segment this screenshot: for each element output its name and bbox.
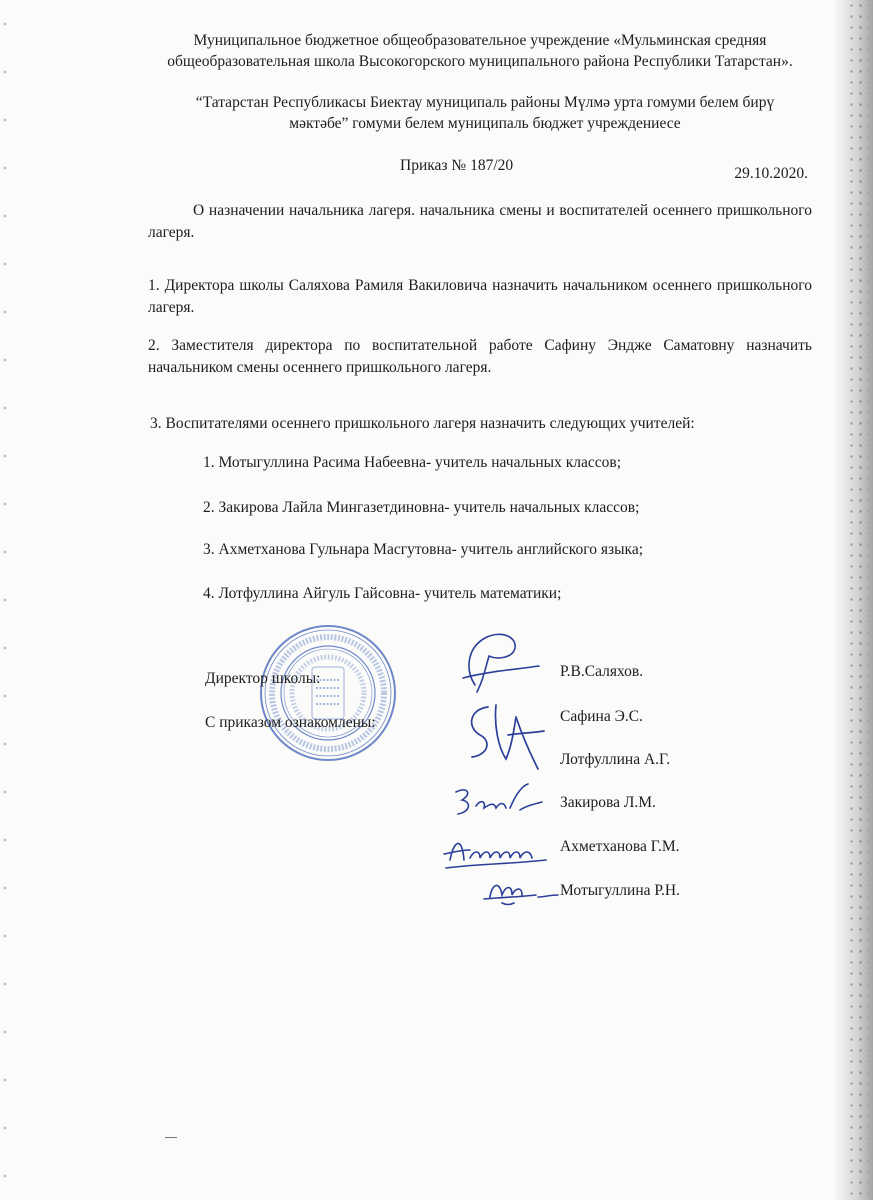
order-subject: О назначении начальника лагеря. начальника смены и воспитателей осеннего пришкольного лагеря. [148, 202, 812, 241]
teacher-list-item: 3. Ахметханова Гульнара Масгутовна- учитель английского языка; [203, 541, 644, 558]
signatory-name: Р.В.Саляхов. [560, 663, 644, 680]
teacher-list-item: 1. Мотыгуллина Расима Набеевна- учитель начальных классов; [203, 454, 622, 471]
left-edge-marks [0, 0, 10, 1200]
round-seal-icon [258, 622, 398, 764]
signatory-name: Сафина Э.С. [560, 708, 643, 725]
teacher-list-item: 4. Лотфуллина Айгуль Гайсовна- учитель математики; [203, 585, 562, 602]
signature-motygullina-icon [480, 873, 560, 913]
signatory-name: Закирова Л.М. [560, 794, 656, 811]
scan-mark [165, 1137, 177, 1138]
perforation-edge [847, 0, 869, 1200]
signature-akhmetkhanova-icon [440, 830, 550, 875]
signatory-name: Ахметханова Г.М. [560, 838, 680, 855]
order-number: Приказ № 187/20 [400, 157, 514, 174]
teacher-list-item: 2. Закирова Лайла Мингазетдиновна- учитель начальных классов; [203, 499, 640, 516]
header-tatar: “Татарстан Республикасы Биектау муниципаль районы Мүлмә урта гомуми белем бирү мәктәбе” гомуми белем муниципаль бюджет учреждениесе [195, 94, 775, 132]
order-item-3: 3. Воспитателями осеннего пришкольного лагеря назначить следующих учителей: [150, 415, 695, 432]
signatory-name: Мотыгуллина Р.Н. [560, 882, 680, 899]
header-russian: Муниципальное бюджетное общеобразовательное учреждение «Мульминская средняя общеобразовательная школа Высокогорского муниципального района Республики Татарстан». [167, 32, 793, 70]
signature-safina-icon [458, 695, 548, 775]
director-label: Директор школы: [205, 670, 321, 687]
signatory-name: Лотфуллина А.Г. [560, 751, 671, 768]
acknowledgement-label: С приказом ознакомлены: [205, 714, 376, 731]
signature-zakirova-icon [450, 780, 545, 825]
order-date: 29.10.2020. [734, 165, 808, 182]
order-item-1: 1. Директора школы Саляхова Рамиля Вакиловича назначить начальником осеннего пришкольного лагеря. [148, 277, 812, 316]
signature-director-icon [455, 630, 545, 695]
order-item-2: 2. Заместителя директора по воспитательной работе Сафину Эндже Саматовну назначить начальником смены осеннего пришкольного лагеря. [148, 337, 812, 376]
